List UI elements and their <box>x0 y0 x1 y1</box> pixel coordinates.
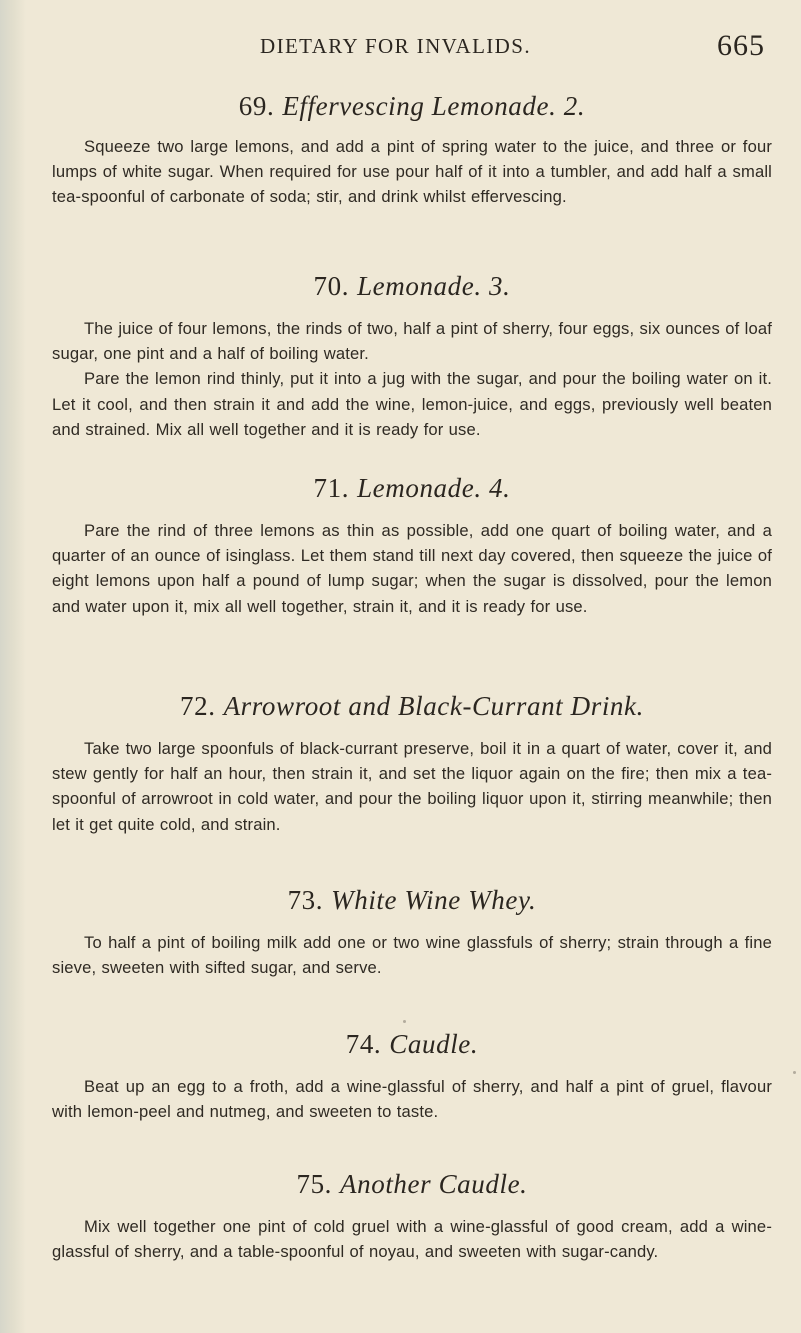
recipe-heading <box>52 472 772 504</box>
recipe-paragraph: Beat up an egg to a froth, add a wine-glassful of sherry, and half a pint of gruel, flavour with lemon-peel and nutmeg, and sweeten to taste. <box>52 1077 772 1122</box>
recipe-paragraph: Mix well together one pint of cold gruel with a wine-glassful of good cream, add a wine-glassful of sherry, and a table-spoonful of noyau, and sweeten with sugar-candy. <box>52 1217 772 1262</box>
recipe-title: Lemonade. 3. <box>357 271 511 301</box>
recipe-70 <box>52 270 772 442</box>
page-gutter-shadow <box>0 0 26 1333</box>
recipe-paragraph: Squeeze two large lemons, and add a pint of spring water to the juice, and three or four lumps of white sugar. When required for use pour half of it into a tumbler, and add half a small tea-spoonful of carbonate of soda; stir, and drink whilst effervescing. <box>52 137 772 207</box>
recipe-paragraph: To half a pint of boiling milk add one or two wine glassfuls of sherry; strain through a fine sieve, sweeten with sifted sugar, and serve. <box>52 933 772 978</box>
recipe-heading <box>52 1028 772 1060</box>
recipe-title: Effervescing Lemonade. 2. <box>282 91 586 121</box>
page-number: 665 <box>717 29 765 62</box>
recipe-title: Lemonade. 4. <box>357 473 511 503</box>
recipe-number: 75. <box>296 1169 333 1199</box>
recipe-heading <box>52 1168 772 1200</box>
recipe-title: Caudle. <box>389 1029 479 1059</box>
recipe-69 <box>52 90 772 210</box>
recipe-paragraph: Pare the lemon rind thinly, put it into a jug with the sugar, and pour the boiling water on it. Let it cool, and then strain it and add the wine, lemon-juice, and eggs, previously well beaten and strained. Mix all well together and it is ready for use. <box>52 369 772 439</box>
recipe-heading <box>52 884 772 916</box>
recipe-71 <box>52 472 772 619</box>
recipe-paragraph: Take two large spoonfuls of black-currant preserve, boil it in a quart of water, cover it, and stew gently for half an hour, then strain it, and set the liquor again on the fire; then mix a tea-spoonful of arrowroot in cold water, and pour the boiling liquor upon it, stirring meanwhile; then let it get quite cold, and strain. <box>52 739 772 834</box>
book-page <box>52 29 772 1324</box>
recipe-number: 70. <box>313 271 350 301</box>
recipe-number: 73. <box>287 885 324 915</box>
recipe-73 <box>52 884 772 980</box>
recipe-number: 72. <box>180 691 216 721</box>
recipe-title: Another Caudle. <box>340 1169 528 1199</box>
recipe-heading <box>52 690 772 722</box>
recipe-75 <box>52 1168 772 1264</box>
recipe-title: White Wine Whey. <box>331 885 537 915</box>
recipe-heading <box>52 270 772 302</box>
recipe-paragraph: The juice of four lemons, the rinds of two, half a pint of sherry, four eggs, six ounces of loaf sugar, one pint and a half of boiling water. <box>52 319 772 364</box>
recipe-number: 74. <box>345 1029 382 1059</box>
paper-speck <box>793 1071 796 1074</box>
running-head <box>52 29 772 72</box>
recipe-paragraph: Pare the rind of three lemons as thin as possible, add one quart of boiling water, and a quarter of an ounce of isinglass. Let them stand till next day covered, then squeeze the juice of eight lemons upon half a pound of lump sugar; when the sugar is dissolved, pour the lemon and water upon it, mix all well together, strain it, and it is ready for use. <box>52 521 772 616</box>
recipe-title: Arrowroot and Black-Currant Drink. <box>223 691 644 721</box>
running-head-title: DIETARY FOR INVALIDS. <box>260 34 531 58</box>
recipe-number: 69. <box>238 91 275 121</box>
recipe-72 <box>52 690 772 837</box>
recipe-74 <box>52 1028 772 1124</box>
recipe-heading <box>52 90 772 122</box>
recipe-number: 71. <box>313 473 350 503</box>
